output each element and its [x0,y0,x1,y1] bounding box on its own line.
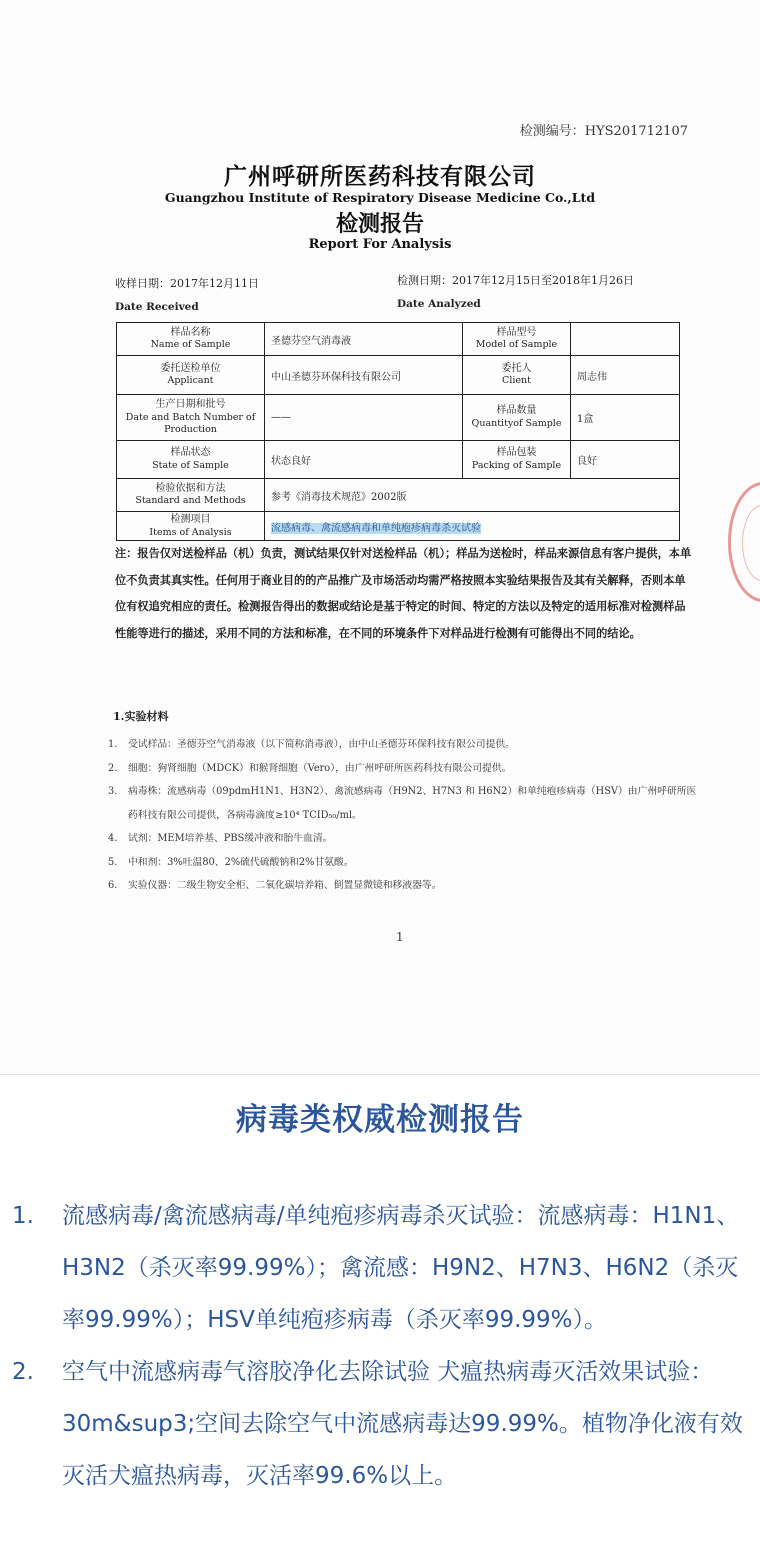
page-number: 1 [396,930,404,944]
material-item [108,851,698,875]
material-item [108,733,698,757]
claim-item-text: 空气中流感病毒气溶胶净化去除试验 犬瘟热病毒灭活效果试验：30m&sup3;空间去除空气中流感病毒达99.99%。植物净化液有效灭活犬瘟热病毒，灭活率99.6%以上。 [62,1359,743,1489]
label-quantity: 样品数量 Quantityof Sample [463,395,571,441]
value-items [265,512,680,541]
material-item-number: 5. [108,856,118,868]
date-analyzed-cn: 检测日期：2017年12月15日至2018年1月26日 [397,274,634,287]
value-applicant: 中山圣德芬环保科技有限公司 [265,356,463,395]
materials-list [108,733,698,898]
label-client: 委托人 Client [463,356,571,395]
material-item-number: 1. [108,739,118,750]
material-item [108,827,698,851]
material-item [108,874,698,898]
label-batch: 生产日期和批号 Date and Batch Number of Production [117,395,265,441]
date-analyzed-en: Date Analyzed [397,298,481,310]
value-name-of-sample: 圣德芬空气消毒液 [265,323,463,356]
material-item-number: 6. [108,880,118,891]
material-item-number: 3. [108,786,118,797]
label-name-of-sample: 样品名称 Name of Sample [117,323,265,356]
company-name-cn: 广州呼研所医药科技有限公司 [224,163,536,190]
label-state: 样品状态 State of Sample [117,441,265,479]
value-state: 状态良好 [265,441,463,479]
report-number: 检测编号：HYS201712107 [519,124,688,139]
value-batch: —— [265,395,463,441]
material-item-number: 2. [108,762,118,774]
value-quantity: 1盒 [571,395,680,441]
materials-heading: 1.实验材料 [113,710,169,723]
label-standard: 检验依据和方法 Standard and Methods [117,479,265,512]
label-items: 检测项目 Items of Analysis [117,512,265,541]
material-item-text: 病毒株：流感病毒（09pdmH1N1、H3N2）、禽流感病毒（H9N2、H7N3 和 H6N2）和单纯疱疹病毒（HSV）由广州呼研所医药科技有限公司提供，各病毒滴度≥10⁴ TCID₅₀/ml。 [128,786,697,821]
promo-title: 病毒类权威检测报告 [236,1102,524,1138]
claim-item-number: 1. [12,1203,34,1229]
table-row [117,395,680,441]
claim-item [12,1346,760,1502]
value-client: 周志伟 [571,356,680,395]
claims-list [12,1190,760,1502]
material-item-text: 试剂：MEM培养基、PBS缓冲液和胎牛血清。 [128,833,333,844]
report-notice: 注：报告仅对送检样品（机）负责，测试结果仅针对送检样品（机）；样品为送检时，样品来源信息有客户提供，本单位不负责其真实性。任何用于商业目的的产品推广及市场活动均需严格按照本实验结果报告及其有关解释，否则本单位有权追究相应的责任。检测报告得出的数据或结论是基于特定的时间、特定的方法以及特定的适用标准对检测样品性能等进行的描述，采用不同的方法和标准，在不同的环境条件下对样品进行检测有可能得出不同的结论。 [115,546,692,640]
material-item-text: 细胞：狗肾细胞（MDCK）和猴肾细胞（Vero），由广州呼研所医药科技有限公司提供。 [128,762,512,774]
sample-info-table [116,322,680,541]
label-packing: 样品包装 Packing of Sample [463,441,571,479]
date-received-en: Date Received [115,301,199,313]
material-item-text: 受试样品：圣德芬空气消毒液（以下简称消毒液），由中山圣德芬环保科技有限公司提供。 [128,739,515,750]
date-received-cn: 收样日期：2017年12月11日 [115,277,259,290]
report-title-en: Report For Analysis [308,237,452,252]
date-analyzed [397,272,634,310]
claim-item [12,1190,760,1346]
value-standard: 参考《消毒技术规范》2002版 [265,479,680,512]
table-row [117,356,680,395]
material-item-number: 4. [108,833,118,844]
company-name-en: Guangzhou Institute of Respiratory Disease Medicine Co.,Ltd [164,190,596,205]
material-item [108,757,698,781]
claim-item-number: 2. [12,1359,34,1385]
table-row [117,323,680,356]
claim-item-text: 流感病毒/禽流感病毒/单纯疱疹病毒杀灭试验：流感病毒：H1N1、H3N2（杀灭率99.99%）；禽流感：H9N2、H7N3、H6N2（杀灭率99.99%）；HSV单纯疱疹病毒（杀灭率99.99%）。 [62,1203,740,1333]
material-item-text: 实验仪器：二级生物安全柜、二氧化碳培养箱、倒置显微镜和移液器等。 [128,880,442,891]
value-model-of-sample [571,323,680,356]
value-packing: 良好 [571,441,680,479]
table-row [117,479,680,512]
material-item [108,780,698,827]
table-row [117,512,680,541]
material-item-text: 中和剂：3%吐温80、2%硫代硫酸钠和2%甘氨酸。 [128,856,354,868]
label-model-of-sample: 样品型号 Model of Sample [463,323,571,356]
date-received [115,275,259,313]
report-title-cn: 检测报告 [335,211,424,237]
table-row [117,441,680,479]
highlighted-items-text: 流感病毒、禽流感病毒和单纯疱疹病毒杀灭试验 [271,522,481,534]
label-applicant: 委托送检单位 Applicant [117,356,265,395]
